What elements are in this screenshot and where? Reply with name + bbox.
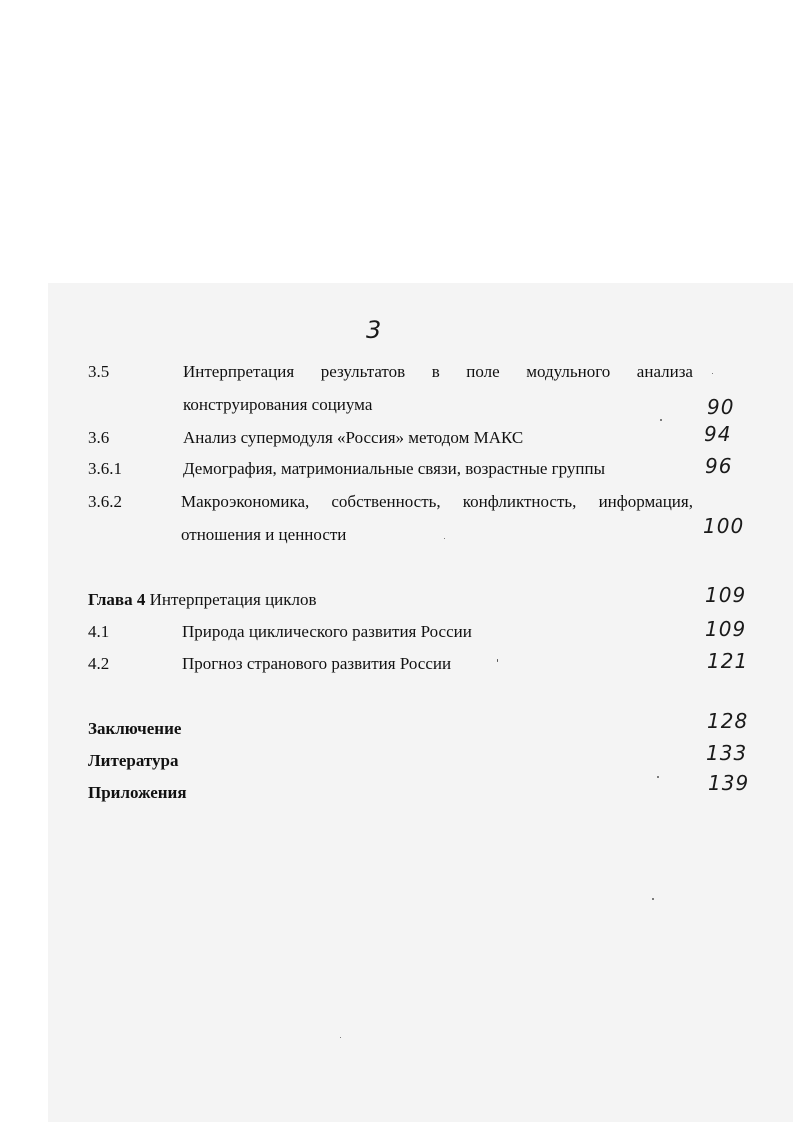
toc-title-3-6-2-line1 bbox=[181, 492, 693, 512]
toc-title-3-5-line2: конструирования социума bbox=[183, 395, 373, 414]
toc-page-conclusion: 128 bbox=[707, 709, 749, 733]
toc-conclusion: Заключение bbox=[88, 719, 182, 738]
toc-title-3-5-line1 bbox=[183, 362, 693, 382]
toc-page-chapter-4: 109 bbox=[705, 583, 747, 607]
page-number: 3 bbox=[366, 316, 383, 344]
word: Интерпретация bbox=[183, 362, 295, 381]
toc-title-4-1: Природа циклического развития России bbox=[182, 622, 472, 641]
word: информация, bbox=[598, 492, 693, 511]
scan-speck bbox=[340, 1037, 341, 1038]
word: Макроэкономика, bbox=[181, 492, 310, 511]
toc-page-3-6-1: 96 bbox=[705, 454, 733, 478]
toc-number-3-6-2: 3.6.2 bbox=[88, 492, 122, 511]
toc-number-3-6: 3.6 bbox=[88, 428, 110, 447]
toc-chapter-4 bbox=[88, 590, 317, 610]
toc-title-3-6-1: Демография, матримониальные связи, возрастные группы bbox=[183, 459, 606, 478]
chapter-title: Интерпретация циклов bbox=[149, 590, 317, 609]
word: в bbox=[431, 362, 440, 381]
toc-page-3-6: 94 bbox=[704, 422, 732, 446]
toc-page-3-5: 90 bbox=[707, 395, 735, 419]
word: модульного bbox=[526, 362, 611, 381]
scan-speck bbox=[712, 373, 713, 374]
toc-number-3-6-1: 3.6.1 bbox=[88, 459, 122, 478]
toc-page-appendices: 139 bbox=[708, 771, 750, 795]
toc-literature: Литература bbox=[88, 751, 179, 770]
toc-title-3-6: Анализ супермодуля «Россия» методом МАКС bbox=[183, 428, 524, 447]
toc-page-4-2: 121 bbox=[707, 649, 749, 673]
toc-number-4-2: 4.2 bbox=[88, 654, 110, 673]
scan-speck bbox=[652, 898, 654, 900]
toc-title-3-6-2-line2: отношения и ценности bbox=[181, 525, 347, 544]
word: собственность, bbox=[331, 492, 441, 511]
chapter-label: Глава 4 bbox=[88, 590, 146, 609]
toc-title-4-2: Прогноз странового развития России bbox=[182, 654, 452, 673]
scan-speck bbox=[660, 419, 662, 421]
word: поле bbox=[466, 362, 500, 381]
word: результатов bbox=[320, 362, 406, 381]
toc-page-literature: 133 bbox=[706, 741, 748, 765]
scan-speck bbox=[444, 538, 445, 539]
word: конфликтность, bbox=[462, 492, 577, 511]
toc-number-4-1: 4.1 bbox=[88, 622, 110, 641]
scanned-page-area bbox=[48, 283, 793, 1122]
word: анализа bbox=[636, 362, 693, 381]
toc-appendices: Приложения bbox=[88, 783, 187, 802]
scan-speck bbox=[657, 776, 659, 778]
toc-page-4-1: 109 bbox=[705, 617, 747, 641]
scan-speck bbox=[497, 659, 498, 662]
toc-number-3-5: 3.5 bbox=[88, 362, 110, 381]
toc-page-3-6-2: 100 bbox=[703, 514, 745, 538]
